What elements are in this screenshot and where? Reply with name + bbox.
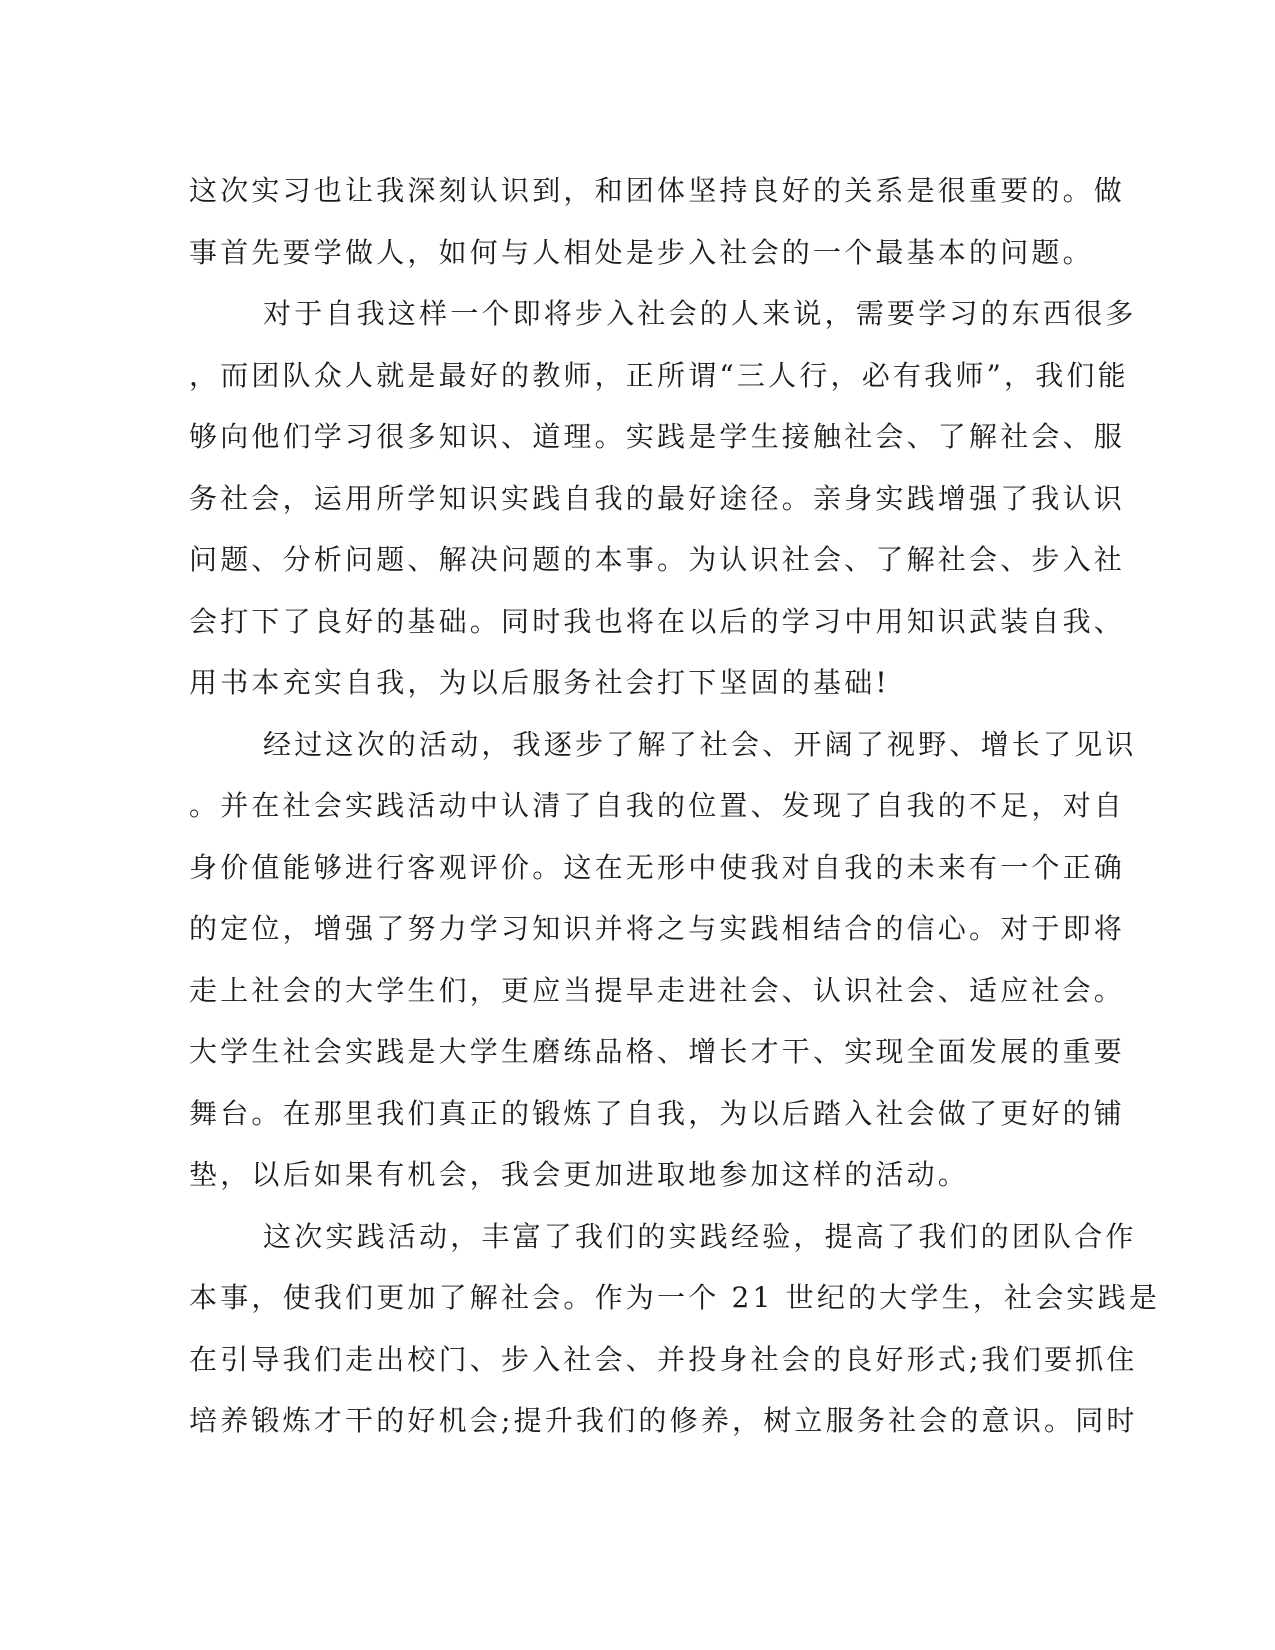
text-line: ，而团队众人就是最好的教师，正所谓“三人行，必有我师”，我们能 — [189, 358, 1129, 392]
paragraph-1 — [189, 160, 1126, 283]
text-line: 事首先要学做人，如何与人相处是步入社会的一个最基本的问题。 — [189, 235, 1094, 269]
text-line: 在引导我们走出校门、步入社会、并投身社会的良好形式;我们要抓住 — [189, 1342, 1138, 1376]
text-line: 大学生社会实践是大学生磨练品格、增长才干、实现全面发展的重要 — [189, 1035, 1126, 1068]
text-line: 本事，使我们更加了解社会。作为一个 21 世纪的大学生，社会实践是 — [189, 1281, 1161, 1314]
paragraph-3 — [189, 714, 1137, 1206]
paragraph-4 — [189, 1206, 1161, 1452]
text-line: 的定位，增强了努力学习知识并将之与实践相结合的信心。对于即将 — [189, 912, 1126, 945]
text-line: 问题、分析问题、解决问题的本事。为认识社会、了解社会、步入社 — [189, 543, 1126, 576]
text-line: 会打下了良好的基础。同时我也将在以后的学习中用知识武装自我、 — [189, 604, 1126, 638]
text-line: 走上社会的大学生们，更应当提早走进社会、认识社会、适应社会。 — [189, 973, 1126, 1007]
text-line: 。并在社会实践活动中认清了自我的位置、发现了自我的不足，对自 — [189, 789, 1126, 822]
text-line: 身价值能够进行客观评价。这在无形中使我对自我的未来有一个正确 — [189, 850, 1126, 884]
text-line: 这次实习也让我深刻认识到，和团体坚持良好的关系是很重要的。做 — [189, 174, 1126, 207]
text-line-indented: 对于自我这样一个即将步入社会的人来说，需要学习的东西很多 — [263, 297, 1137, 330]
body-text — [189, 160, 1161, 1452]
text-line: 务社会，运用所学知识实践自我的最好途径。亲身实践增强了我认识 — [189, 481, 1126, 515]
text-line: 培养锻炼才干的好机会;提升我们的修养，树立服务社会的意识。同时 — [189, 1404, 1138, 1437]
text-line: 垫，以后如果有机会，我会更加进取地参加这样的活动。 — [189, 1158, 970, 1191]
text-line: 用书本充实自我，为以后服务社会打下坚固的基础! — [189, 666, 890, 699]
text-line-indented: 经过这次的活动，我逐步了解了社会、开阔了视野、增长了见识 — [263, 727, 1137, 761]
paragraph-2 — [189, 283, 1137, 714]
text-line: 够向他们学习很多知识、道理。实践是学生接触社会、了解社会、服 — [189, 420, 1126, 453]
text-line-indented: 这次实践活动，丰富了我们的实践经验，提高了我们的团队合作 — [263, 1219, 1137, 1253]
text-line: 舞台。在那里我们真正的锻炼了自我，为以后踏入社会做了更好的铺 — [189, 1096, 1126, 1130]
